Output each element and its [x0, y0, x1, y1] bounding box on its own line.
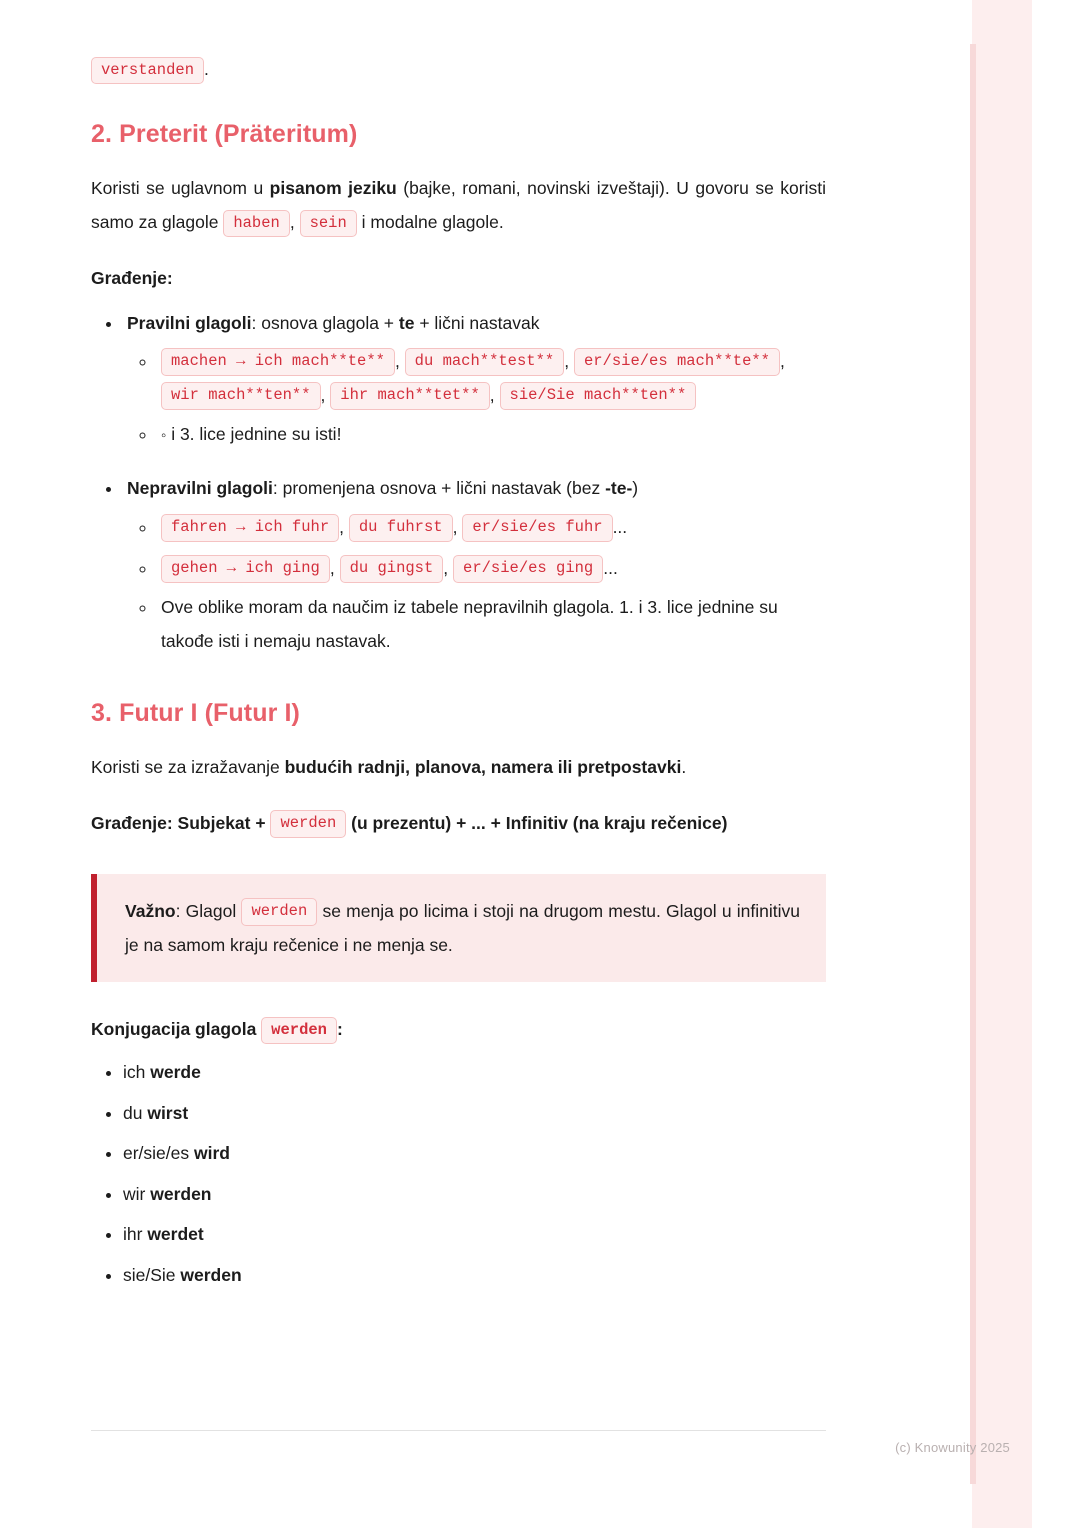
nepravilni-sublist: [127, 509, 826, 659]
conj-pronoun-ersiees: er/sie/es: [123, 1143, 194, 1164]
code-chip-du-machtest: du mach**test**: [405, 348, 565, 375]
pravilni-rest-b: + lični nastavak: [414, 312, 540, 333]
list-item-conj-ich: [123, 1060, 826, 1085]
code-chip-haben: haben: [223, 210, 290, 237]
list-item-conj-wir: [123, 1182, 826, 1207]
list-item-fahren-forms: ◦ fahren → ich fuhr , du fuhrst , er/sie/es fuhr ...: [157, 509, 826, 546]
top-fragment: [91, 52, 826, 86]
page-margin-strip-inner: [970, 44, 976, 1484]
code-chip-werden-conj: werden: [261, 1017, 337, 1044]
list-item-gehen-forms: ◦ gehen → ich ging , du gingst , er/sie/es ging ...: [157, 550, 826, 587]
nepravilni-label: Nepravilni glagoli: [127, 477, 273, 498]
conj-pronoun-wir: wir: [123, 1183, 151, 1204]
document-content: [91, 40, 826, 1303]
conjugation-title-b: :: [336, 1019, 343, 1039]
conj-pronoun-du: du: [123, 1102, 148, 1123]
fahren-tail: ...: [612, 516, 628, 537]
list-item-pravilni-forms: ◦ machen → ich mach**te** , du mach**test** , er/sie/es mach**te** , wir mach**ten** , ihr mach**tet** , sie/Sie mach**ten**: [157, 344, 826, 412]
conj-pronoun-ich: ich: [123, 1062, 151, 1083]
code-chip-ihr-machtet: ihr mach**tet**: [330, 382, 490, 409]
code-chip-sein: sein: [300, 210, 357, 237]
code-chip-wir-machten: wir mach**ten**: [161, 382, 321, 409]
conjugation-title-a: Konjugacija glagola: [91, 1019, 262, 1039]
futur-intro-a: Koristi se za izražavanje: [91, 756, 285, 777]
futur-formula-b: (u prezentu) + ... + Infinitiv (na kraju rečenice): [346, 812, 728, 833]
list-item-conj-siesie: [123, 1263, 826, 1288]
preterit-intro-a: Koristi se uglavnom u: [91, 178, 270, 199]
gehen-tail: ...: [603, 557, 618, 578]
code-chip-werden-formula: werden: [270, 810, 346, 837]
code-chip-machen-ich: machen → ich mach**te**: [161, 348, 395, 375]
pravilni-rest-a: : osnova glagola +: [251, 312, 399, 333]
conj-form-siesie: werden: [180, 1264, 242, 1285]
callout-b: se menja po licima i stoji na drugom mestu. Glagol u infinitivu je na samom kraju rečenice i ne menja se.: [125, 900, 800, 955]
conj-form-du: wirst: [147, 1102, 189, 1123]
preterit-bullet-list: [91, 306, 826, 659]
preterit-intro-sep: ,: [289, 212, 300, 233]
conj-form-ersiees: wird: [194, 1143, 230, 1164]
futur-intro-bold: budućih radnji, planova, namera ili pretpostavki: [284, 756, 682, 777]
list-item-nepravilni-glagoli: [123, 471, 826, 659]
code-chip-ersiees-fuhr: er/sie/es fuhr: [462, 514, 612, 541]
pravilni-label: Pravilni glagoli: [127, 312, 252, 333]
callout-a: : Glagol: [175, 900, 242, 921]
list-item-pravilni-glagoli: [123, 306, 826, 453]
list-item-conj-ersiees: [123, 1141, 826, 1166]
code-chip-fahren-ich-fuhr: fahren → ich fuhr: [161, 514, 339, 541]
code-chip-du-gingst: du gingst: [340, 555, 444, 582]
nepravilni-rest-b: ): [632, 477, 639, 498]
code-chip-siesie-machten: sie/Sie mach**ten**: [500, 382, 697, 409]
conjugation-list: [91, 1060, 826, 1287]
futur-formula-a: Građenje: Subjekat +: [91, 812, 271, 833]
callout-vazno: [91, 874, 826, 982]
section-heading-futur: 3. Futur I (Futur I): [91, 698, 300, 727]
list-item-nepravilni-note: [157, 590, 826, 658]
futur-intro-b: .: [681, 756, 687, 777]
pravilni-sublist: [127, 344, 826, 453]
nepravilni-rest-a: : promenjena osnova + lični nastavak (bez: [272, 477, 606, 498]
preterit-intro-bold: pisanom jeziku: [269, 178, 397, 199]
list-item-pravilni-note: [157, 416, 826, 453]
futur-intro: [91, 750, 826, 784]
conj-form-wir: werden: [150, 1183, 212, 1204]
pravilni-rest-bold: te: [398, 312, 415, 333]
gradjenje-label: [91, 261, 826, 295]
callout-text: [125, 894, 800, 962]
code-chip-verstanden: verstanden: [91, 57, 204, 84]
code-chip-du-fuhrst: du fuhrst: [349, 514, 453, 541]
list-item-conj-ihr: [123, 1222, 826, 1247]
gradjenje-label-text: Građenje:: [91, 268, 173, 289]
conj-form-ihr: werdet: [147, 1224, 204, 1245]
preterit-intro: [91, 171, 826, 239]
code-chip-ersiees-ging: er/sie/es ging: [453, 555, 603, 582]
preterit-intro-c: (bajke, romani, novinski izveštaji). U govoru se koristi samo za glagole: [91, 178, 826, 233]
top-fragment-punctuation: .: [204, 59, 209, 79]
conj-pronoun-siesie: sie/Sie: [123, 1264, 181, 1285]
list-item-conj-du: [123, 1101, 826, 1126]
page-margin-strip-outer: [972, 0, 1032, 1528]
conj-pronoun-ihr: ihr: [123, 1224, 148, 1245]
footer-credit: (c) Knowunity 2025: [895, 1440, 1010, 1455]
nested-circle-marker: ◦: [161, 426, 167, 444]
section-heading-preterit: 2. Preterit (Präteritum): [91, 120, 358, 149]
futur-formula: [91, 806, 826, 840]
nepravilni-rest-bold: -te-: [605, 477, 633, 498]
code-chip-gehen-ich-ging: gehen → ich ging: [161, 555, 330, 582]
callout-bold: Važno: [125, 900, 176, 921]
conj-form-ich: werde: [150, 1062, 201, 1083]
conjugation-title: [91, 1012, 826, 1046]
footer-divider: [91, 1430, 826, 1431]
pravilni-note-text: i 3. lice jednine su isti!: [171, 423, 342, 444]
preterit-intro-e: i modalne glagole.: [356, 212, 504, 233]
code-chip-werden-callout: werden: [241, 898, 317, 925]
nepravilni-note-text: Ove oblike moram da naučim iz tabele nepravilnih glagola. 1. i 3. lice jednine su takođe isti i nemaju nastavak.: [161, 597, 778, 652]
code-chip-ersiees-machte: er/sie/es mach**te**: [574, 348, 780, 375]
